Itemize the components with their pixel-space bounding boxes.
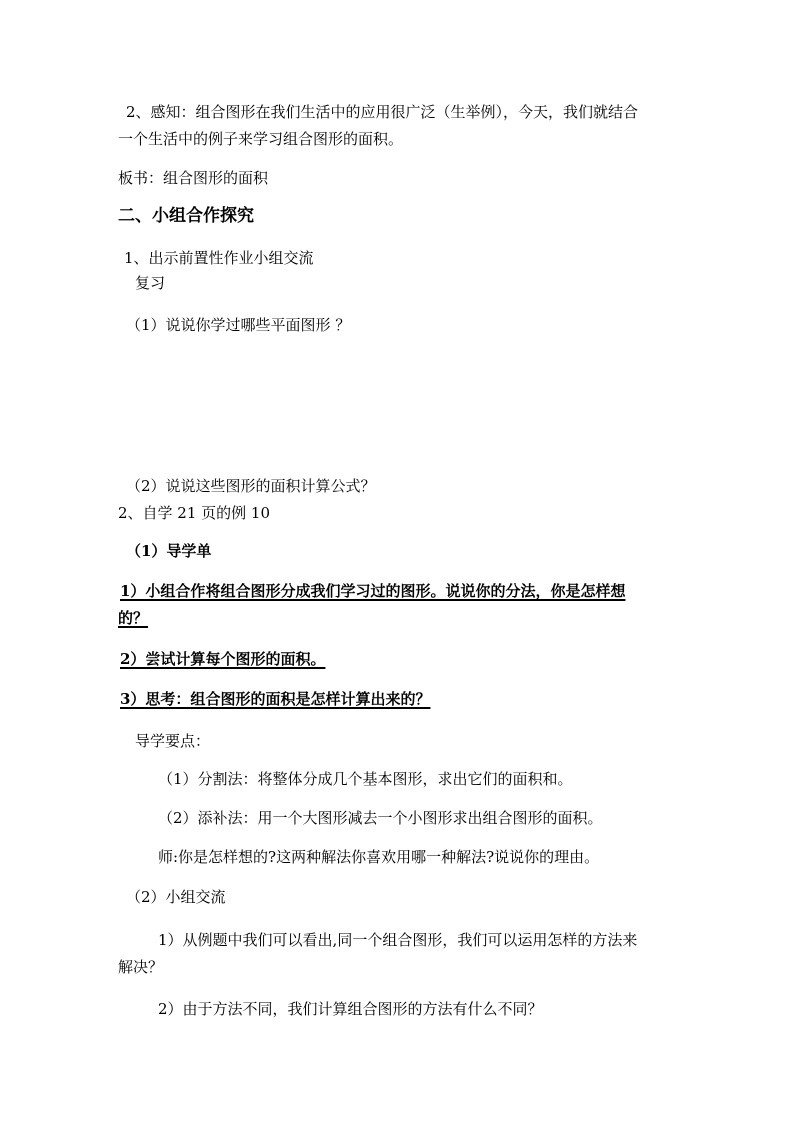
perception-line-1: 2、感知：组合图形在我们生活中的应用很广泛（生举例），今天，我们就结合 (126, 103, 639, 121)
guide-item-1-line-2: 的？ (118, 609, 149, 627)
review-label: 复习 (135, 274, 166, 292)
question-1: （1）说说你学过哪些平面图形 ？ (126, 316, 351, 334)
item-1: 1、出示前置性作业小组交流 (124, 249, 314, 267)
key-point-2: （2）添补法：用一个大图形减去一个小图形求出组合图形的面积。 (158, 809, 603, 827)
perception-line-2: 一个生活中的例子来学习组合图形的面积。 (118, 130, 404, 148)
item-2: 2、自学 21 页的例 10 (118, 504, 271, 522)
key-points-title: 导学要点： (135, 732, 211, 750)
question-2: （2）说说这些图形的面积计算公式？ (126, 477, 376, 495)
group-item-1-line-2: 解决？ (118, 958, 164, 976)
guide-sheet-title: （1）导学单 (126, 542, 212, 560)
group-exchange-title: （2）小组交流 (126, 888, 226, 906)
group-item-1-line-1: 1）从例题中我们可以看出,同一个组合图形，我们可以运用怎样的方法来 (158, 931, 638, 949)
blackboard-note: 板书：组合图形的面积 (118, 169, 269, 187)
section-heading: 二、小组合作探究 (118, 206, 254, 226)
key-point-1: （1）分割法：将整体分成几个基本图形，求出它们的面积和。 (158, 770, 573, 788)
group-item-2: 2）由于方法不同，我们计算组合图形的方法有什么不同？ (158, 1000, 543, 1018)
guide-item-1-line-1: 1）小组合作将组合图形分成我们学习过的图形。说说你的分法，你是怎样想 (120, 582, 626, 600)
teacher-question: 师:你是怎样想的?这两种解法你喜欢用哪一种解法?说说你的理由。 (158, 848, 600, 866)
guide-item-2: 2）尝试计算每个图形的面积。 (120, 650, 326, 668)
guide-item-3: 3）思考：组合图形的面积是怎样计算出来的？ (120, 690, 431, 708)
